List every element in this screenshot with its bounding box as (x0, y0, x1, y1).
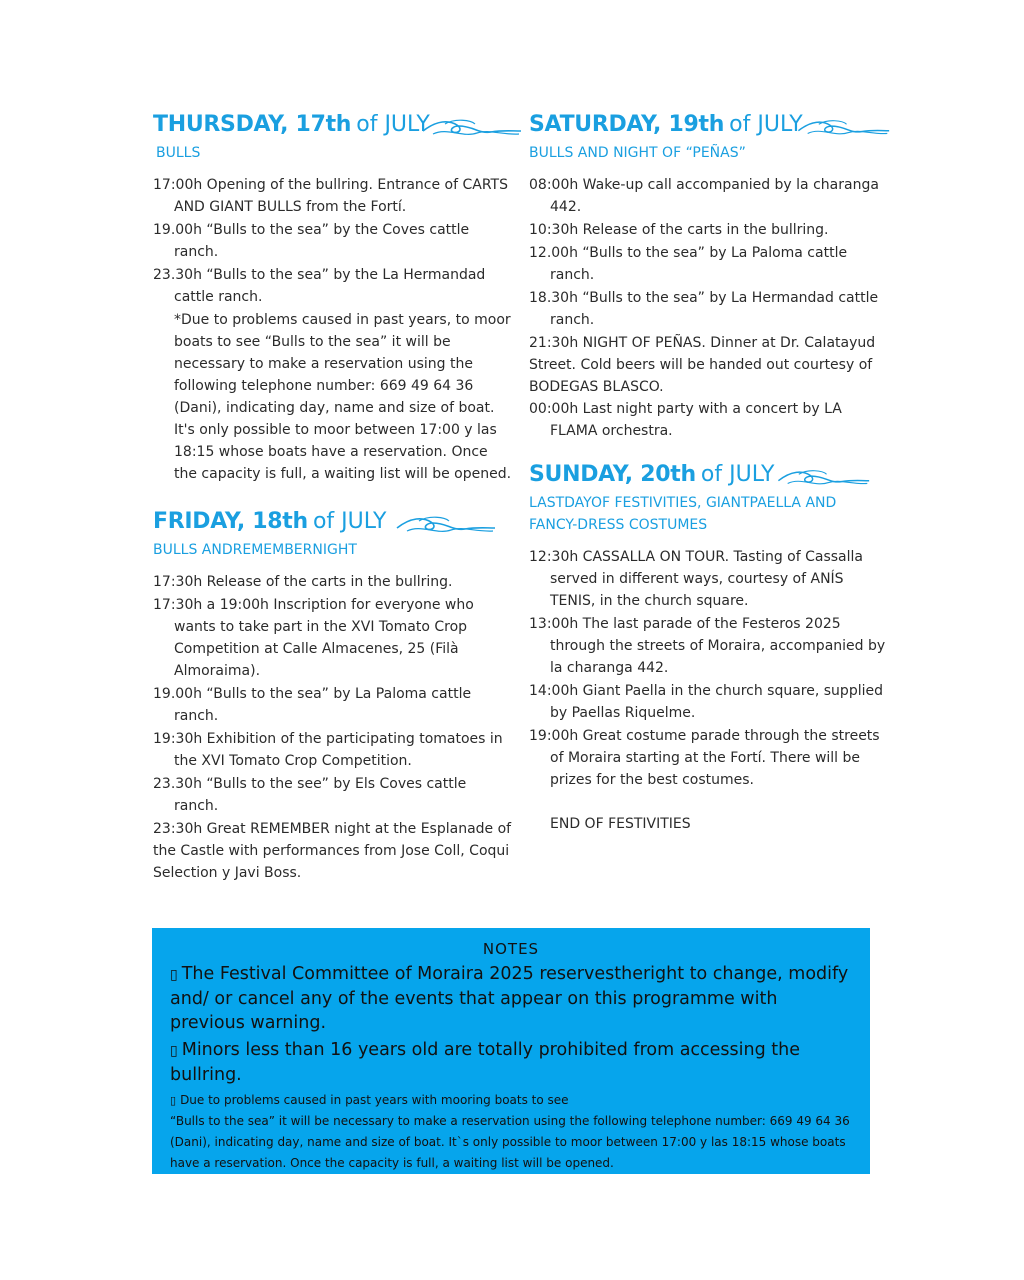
event-item-remember: 23:30h Great REMEMBER night at the Esplanade of the Castle with performances from Jose Coll, Coqui Selection y Javi Boss. (153, 821, 512, 881)
note-small-head: Due to problems caused in past years with mooring boats to see (180, 1093, 569, 1107)
mooring-note: *Due to problems caused in past years, to moor boats to see “Bulls to the sea” it will be necessary to make a reservation using the following telephone number: 669 49 64 36 (Dani), indicating day, name and size of boat. It's only possible to moor between 17:00 y las 18:15 whose boats have a reservation. Once the capacity is full, a waiting list will be opened. (174, 312, 512, 482)
day-subtitle: LASTDAYOF FESTIVITIES, GIANTPAELLA AND FANCY-DRESS COSTUMES (529, 495, 837, 533)
note-item (170, 1038, 852, 1087)
note-small (170, 1090, 852, 1174)
note-text: Minors less than 16 years old are totally prohibited from accessing the bullring. (170, 1040, 801, 1085)
bullet-icon: ▯ (170, 967, 178, 983)
day-heading (529, 112, 889, 142)
event-item: 18.30h “Bulls to the sea” by La Hermandad cattle ranch. (529, 290, 879, 328)
event-list (529, 546, 889, 835)
day-month: of JULY (356, 112, 430, 137)
note-item (170, 962, 852, 1035)
event-item-penas: 21:30h NIGHT OF PEÑAS. Dinner at Dr. Calatayud Street. Cold beers will be handed out courtesy of BODEGAS BLASCO. (529, 335, 876, 395)
event-item: 19.00h “Bulls to the sea” by La Paloma cattle ranch. (153, 686, 472, 724)
event-item: 17:30h a 19:00h Inscription for everyone who wants to take part in the XVI Tomato Crop Competition at Calle Almacenes, 25 (Filà Almoraima). (153, 597, 474, 679)
wave-icon (771, 464, 871, 490)
day-subtitle: BULLS AND NIGHT OF “PEÑAS” (529, 145, 746, 161)
event-item: 12:30h CASSALLA ON TOUR. Tasting of Cassalla served in different ways, courtesy of ANÍS TENIS, in the church square. (529, 549, 863, 609)
day-friday (153, 509, 513, 884)
day-subtitle: BULLS (156, 145, 201, 161)
event-item: 17:00h Opening of the bullring. Entrance of CARTS AND GIANT BULLS from the Fortí. (153, 177, 508, 215)
day-month: of JULY (700, 462, 775, 487)
day-month: of JULY (312, 509, 387, 534)
end-of-festivities: END OF FESTIVITIES (550, 816, 691, 832)
day-sunday (529, 462, 889, 835)
event-item: 12.00h “Bulls to the sea” by La Paloma cattle ranch. (529, 245, 848, 283)
event-item: 19:30h Exhibition of the participating tomatoes in the XVI Tomato Crop Competition. (153, 731, 503, 769)
event-item: 19.00h “Bulls to the sea” by the Coves cattle ranch. (153, 222, 470, 260)
right-column (529, 112, 889, 855)
event-item: 08:00h Wake-up call accompanied by la charanga 442. (529, 177, 879, 215)
day-subtitle: BULLS ANDREMEMBERNIGHT (153, 542, 357, 558)
event-item: 23.30h “Bulls to the see” by Els Coves cattle ranch. (153, 776, 467, 814)
event-item: 00:00h Last night party with a concert by LA FLAMA orchestra. (529, 401, 842, 439)
day-heading (153, 509, 513, 539)
day-heading (153, 112, 513, 142)
event-item: 19:00h Great costume parade through the streets of Moraira starting at the Fortí. There will be prizes for the best costumes. (529, 728, 880, 788)
wave-icon (791, 114, 891, 140)
event-item: 13:00h The last parade of the Festeros 2025 through the streets of Moraira, accompanied by la charanga 442. (529, 616, 886, 676)
bullet-icon: ▯ (170, 1043, 178, 1059)
wave-icon (389, 511, 497, 537)
event-item: 14:00h Giant Paella in the church square, supplied by Paellas Riquelme. (529, 683, 883, 721)
bullet-icon: ▯ (170, 1094, 177, 1107)
day-name: THURSDAY, 17th (153, 112, 352, 137)
notes-box (152, 928, 870, 1174)
day-thursday (153, 112, 513, 485)
event-list (153, 174, 513, 485)
event-item: 23.30h “Bulls to the sea” by the La Hermandad cattle ranch. (153, 267, 486, 305)
day-heading (529, 462, 889, 492)
left-column (153, 112, 513, 904)
note-text: The Festival Committee of Moraira 2025 reservestheright to change, modify and/ or cancel any of the events that appear on this programme with previous warning. (170, 964, 849, 1033)
note-small-body: “Bulls to the sea” it will be necessary to make a reservation using the following telephone number: 669 49 64 36 (Dani), indicating day, name and size of boat. It`s only possible to moor between 17:00 y las 18:15 whose boats have a reservation. Once the capacity is full, a waiting list will be opened. (170, 1114, 850, 1170)
day-name: SUNDAY, 20th (529, 462, 696, 487)
wave-icon (415, 114, 523, 140)
day-name: FRIDAY, 18th (153, 509, 308, 534)
event-list (153, 571, 513, 884)
event-item: 17:30h Release of the carts in the bullring. (153, 574, 453, 590)
day-month: of JULY (729, 112, 803, 137)
day-saturday (529, 112, 889, 442)
event-list (529, 174, 889, 442)
event-item: 10:30h Release of the carts in the bullring. (529, 222, 829, 238)
notes-title: NOTES (482, 940, 540, 958)
day-name: SATURDAY, 19th (529, 112, 725, 137)
note-small-line (170, 1090, 852, 1111)
